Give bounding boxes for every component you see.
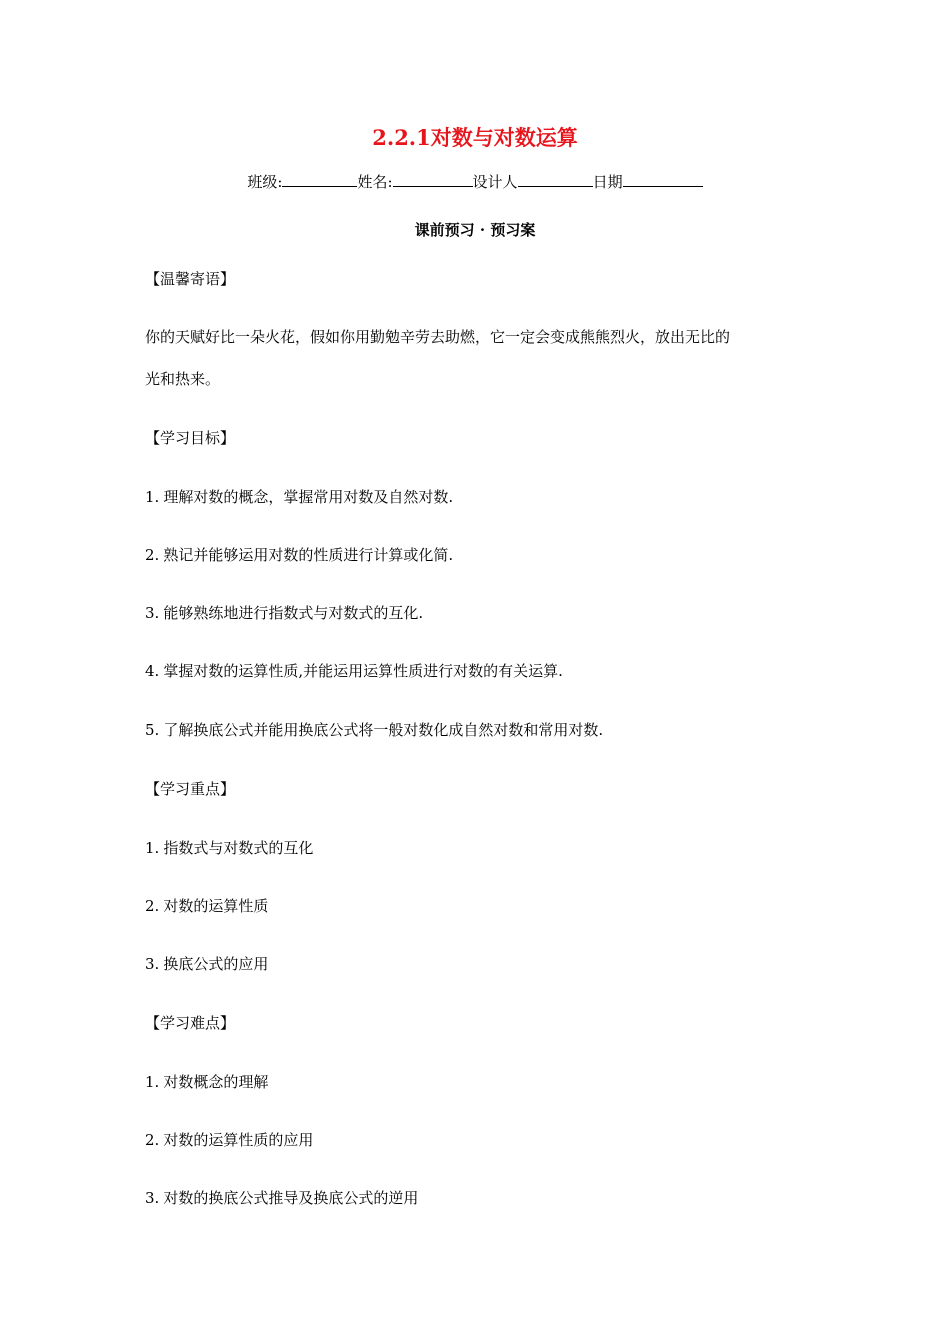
section-heading: 课前预习 · 预习案 <box>414 221 536 239</box>
key-points-heading: 【学习重点】 <box>145 780 236 798</box>
objective-item: 3. 能够熟练地进行指数式与对数式的互化. <box>145 604 424 622</box>
date-blank <box>623 172 703 187</box>
difficulty-item: 3. 对数的换底公式推导及换底公式的逆用 <box>145 1189 419 1207</box>
key-point-item: 2. 对数的运算性质 <box>145 897 269 915</box>
key-point-item: 1. 指数式与对数式的互化 <box>145 839 314 857</box>
name-blank <box>393 172 473 187</box>
class-blank <box>282 172 357 187</box>
name-label: 姓名: <box>357 173 393 191</box>
warm-words-line-1: 你的天赋好比一朵火花，假如你用勤勉辛劳去助燃，它一定会变成熊熊烈火，放出无比的 <box>145 328 731 346</box>
difficulty-item: 2. 对数的运算性质的应用 <box>145 1131 314 1149</box>
objective-item: 5. 了解换底公式并能用换底公式将一般对数化成自然对数和常用对数. <box>145 721 604 739</box>
designer-label: 设计人 <box>472 173 518 191</box>
date-label: 日期 <box>592 173 623 191</box>
objectives-heading: 【学习目标】 <box>145 429 236 447</box>
warm-words-heading: 【温馨寄语】 <box>145 270 236 288</box>
student-info-line <box>0 171 950 192</box>
objective-item: 4. 掌握对数的运算性质,并能运用运算性质进行对数的有关运算. <box>145 662 563 680</box>
objective-item: 2. 熟记并能够运用对数的性质进行计算或化简. <box>145 546 454 564</box>
key-point-item: 3. 换底公式的应用 <box>145 955 269 973</box>
designer-blank <box>518 172 593 187</box>
difficulties-heading: 【学习难点】 <box>145 1014 236 1032</box>
objective-item: 1. 理解对数的概念，掌握常用对数及自然对数. <box>145 488 454 506</box>
warm-words-line-2: 光和热来。 <box>145 370 221 388</box>
page-title: 2.2.1对数与对数运算 <box>372 125 578 150</box>
difficulty-item: 1. 对数概念的理解 <box>145 1073 269 1091</box>
class-label: 班级: <box>247 173 283 191</box>
